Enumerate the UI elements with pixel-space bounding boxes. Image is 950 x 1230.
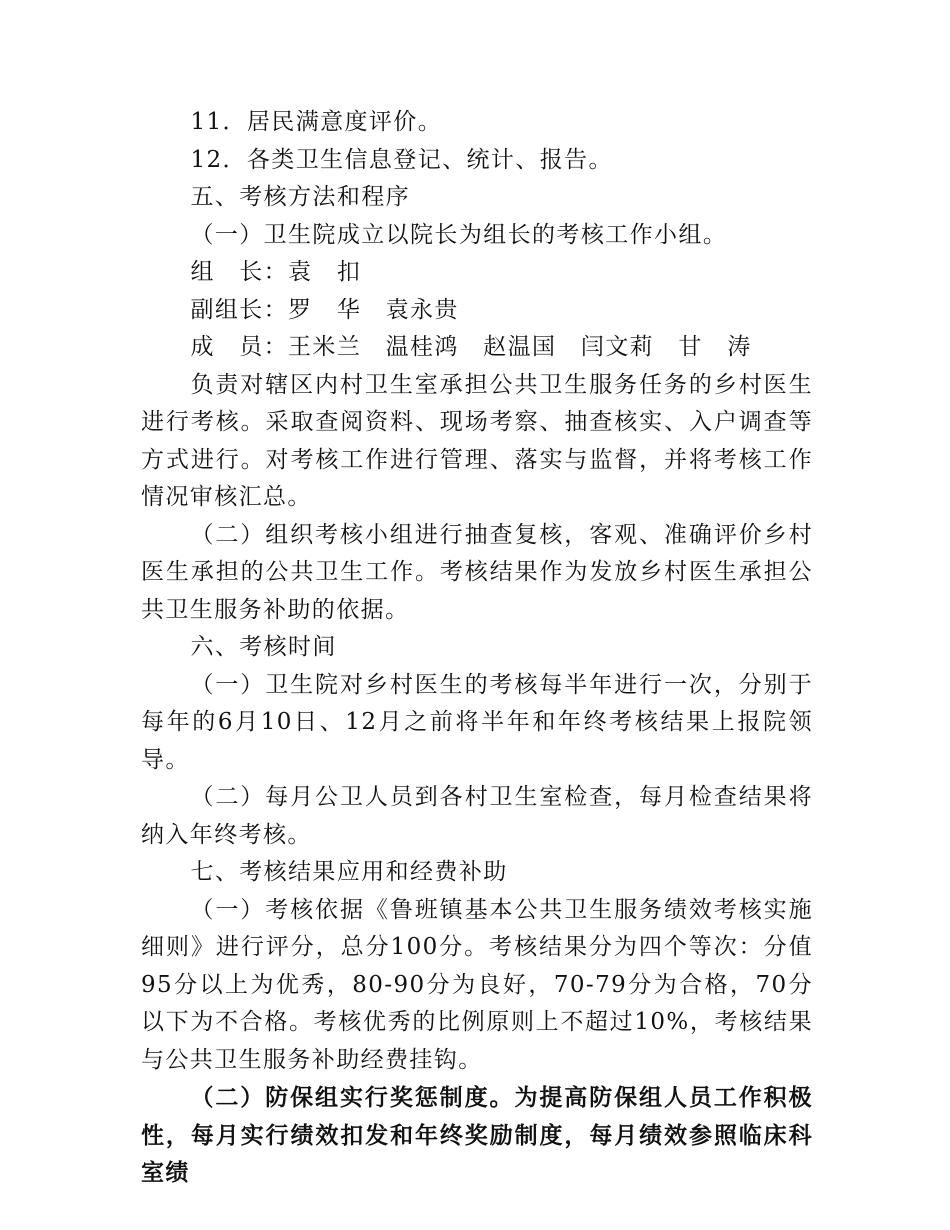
list-item-11: 11．居民满意度评价。 bbox=[190, 109, 443, 135]
responsibility-paragraph: 负责对辖区内村卫生室承担公共卫生服务任务的乡村医生进行考核。采取查阅资料、现场考察、抽查核实、入户调查等方式进行。对考核工作进行管理、落实与监督，并将考核工作情况审核汇总。 bbox=[141, 371, 813, 510]
section-heading-6: 六、考核时间 bbox=[190, 634, 337, 660]
section-heading-7: 七、考核结果应用和经费补助 bbox=[190, 859, 508, 885]
paragraph-5-2: （二）组织考核小组进行抽查复核，客观、准确评价乡村医生承担的公共卫生工作。考核结果作为发放乡村医生承担公共卫生服务补助的依据。 bbox=[141, 521, 813, 623]
paragraph-6-2: （二）每月公卫人员到各村卫生室检查，每月检查结果将纳入年终考核。 bbox=[141, 784, 813, 848]
paragraph-6-1: （一）卫生院对乡村医生的考核每半年进行一次，分别于每年的6月10日、12月之前将半年和年终考核结果上报院领导。 bbox=[141, 671, 813, 773]
list-item-12: 12．各类卫生信息登记、统计、报告。 bbox=[190, 146, 613, 173]
team-leader-line: 组 长：袁 扣 bbox=[190, 259, 362, 285]
deputy-leader-line: 副组长：罗 华 袁永贵 bbox=[190, 296, 459, 323]
members-line: 成 员：王米兰 温桂鸿 赵温国 闫文莉 甘 涛 bbox=[190, 334, 752, 360]
paragraph-5-1: （一）卫生院成立以院长为组长的考核工作小组。 bbox=[190, 221, 728, 248]
section-heading-5: 五、考核方法和程序 bbox=[190, 184, 411, 210]
document-body bbox=[141, 104, 813, 1192]
paragraph-7-2: （二）防保组实行奖惩制度。为提高防保组人员工作积极性，每月实行绩效扣发和年终奖励制度，每月绩效参照临床科室绩 bbox=[141, 1084, 813, 1186]
paragraph-7-1: （一）考核依据《鲁班镇基本公共卫生服务绩效考核实施细则》进行评分，总分100分。考核结果分为四个等次：分值95分以上为优秀，80-90分为良好，70-79分为合格，70分以下为不合格。考核优秀的比例原则上不超过10%，考核结果与公共卫生服务补助经费挂钩。 bbox=[141, 896, 813, 1073]
